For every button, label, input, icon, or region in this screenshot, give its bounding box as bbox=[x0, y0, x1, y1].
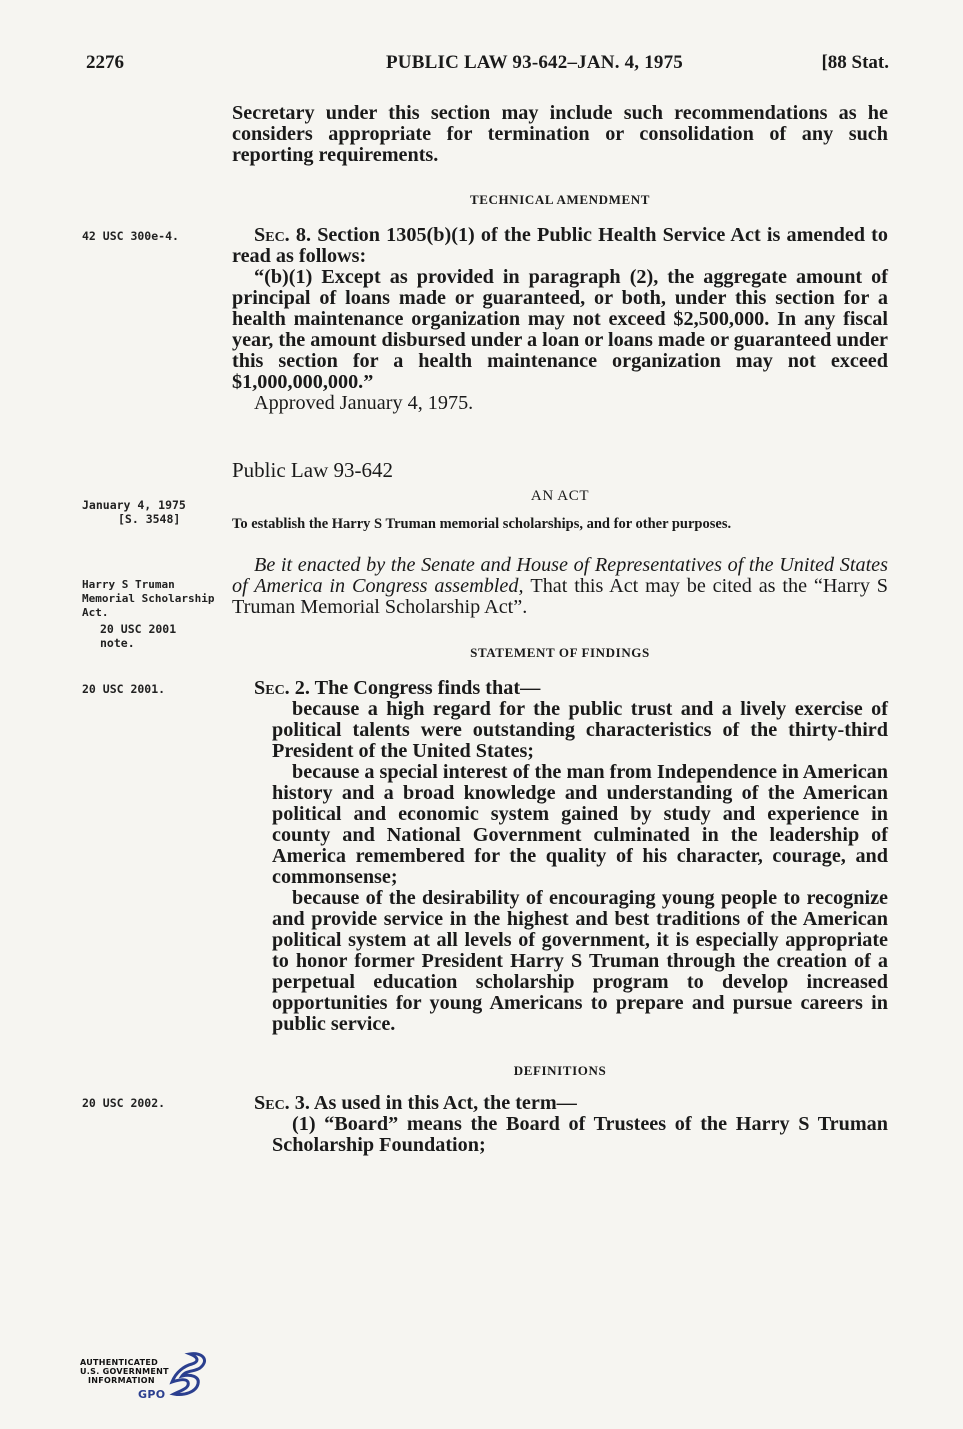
running-title: PUBLIC LAW 93-642–JAN. 4, 1975 bbox=[386, 52, 684, 73]
section-8 bbox=[232, 225, 888, 414]
finding-1: because a high regard for the public trust and a lively exercise of political talents were outstanding characteristics of the thirty-third President of the United States; bbox=[272, 698, 888, 762]
sec2-intro bbox=[232, 678, 888, 699]
finding-3: because of the desirability of encouraging young people to recognize and provide service in the highest and best traditions of the American political system at all levels of government, it is especially appropriate to honor former President Harry S Truman through the creation of a perpetual education scholarship program to develop increased opportunities for young Americans to prepare and pursue careers in public service. bbox=[272, 887, 888, 1035]
margin-note-bill: [S. 3548] bbox=[118, 512, 181, 526]
reporting-paragraph: Secretary under this section may include such recommendations as he considers appropriate for termination or consolidation of any such reporting requirements. bbox=[232, 102, 888, 166]
sec8-quote: “(b)(1) Except as provided in paragraph (2), the aggregate amount of principal of loans made or guaranteed, or both, under this section for a health maintenance organization may not exceed $2,500,000. In any fiscal year, the amount disbursed under a loan or loans made or guaranteed under this section for a health maintenance organization may not exceed $1,000,000,000.” bbox=[232, 266, 888, 393]
enacting-italic: Be it enacted by the Senate and House of Representatives of the United States of America in Congress assembled, bbox=[232, 554, 888, 597]
margin-note-20usc2001: 20 USC 2001. bbox=[82, 682, 166, 696]
section-2 bbox=[232, 678, 888, 1035]
an-act-heading: AN ACT bbox=[530, 488, 590, 504]
logo-line-2: U.S. GOVERNMENT bbox=[80, 1367, 169, 1376]
margin-note-short-title: Harry S Truman Memorial Scholarship Act. bbox=[82, 578, 215, 619]
sec3-label: Sec. 3. bbox=[254, 1092, 310, 1114]
margin-note-date: January 4, 1975 bbox=[82, 498, 186, 512]
heading-technical-amendment: TECHNICAL AMENDMENT bbox=[469, 192, 651, 207]
margin-note-2001-note: 20 USC 2001 note. bbox=[100, 622, 177, 650]
margin-note-20usc2002: 20 USC 2002. bbox=[82, 1096, 166, 1110]
sec8-label: Sec. 8. bbox=[254, 224, 312, 246]
enacting-rest: That this Act may be cited as the “Harry S Truman Memorial Scholarship Act”. bbox=[232, 575, 889, 618]
page-header bbox=[86, 52, 889, 82]
page-number: 2276 bbox=[86, 52, 124, 73]
section-3 bbox=[232, 1093, 888, 1156]
margin-note-42usc: 42 USC 300e-4. bbox=[82, 229, 179, 243]
logo-line-1: AUTHENTICATED bbox=[80, 1358, 159, 1367]
sec8-paragraph bbox=[232, 225, 888, 267]
sec2-label: Sec. 2. bbox=[254, 677, 310, 699]
gpo-authentication-logo bbox=[80, 1350, 215, 1405]
heading-statement-of-findings: STATEMENT OF FINDINGS bbox=[470, 645, 650, 660]
previous-law-ending bbox=[232, 103, 888, 166]
sec3-text: As used in this Act, the term— bbox=[313, 1092, 577, 1114]
approved-line: Approved January 4, 1975. bbox=[254, 392, 474, 414]
heading-definitions: DEFINITIONS bbox=[513, 1063, 607, 1078]
definition-1: (1) “Board” means the Board of Trustees of the Harry S Truman Scholarship Foundation; bbox=[272, 1113, 888, 1156]
sec3-intro bbox=[232, 1093, 888, 1114]
sec8-text: Section 1305(b)(1) of the Public Health Service Act is amended to read as follows: bbox=[232, 224, 888, 267]
logo-line-3: INFORMATION bbox=[88, 1376, 155, 1385]
finding-2: because a special interest of the man from Independence in American history and a broad knowledge and understanding of the American political and economic system gained by study and experience in county and National Government culminated in the leadership of America remembered for the quality of his character, courage, and commonsense; bbox=[272, 761, 888, 888]
sec2-text: The Congress finds that— bbox=[314, 677, 541, 699]
enacting-clause bbox=[232, 555, 888, 618]
gpo-eagle-icon bbox=[160, 1350, 212, 1402]
act-purpose: To establish the Harry S Truman memorial scholarships, and for other purposes. bbox=[232, 516, 732, 532]
public-law-number: Public Law 93-642 bbox=[232, 458, 393, 482]
statute-volume: [88 Stat. bbox=[821, 52, 889, 73]
enacting-paragraph bbox=[232, 555, 888, 618]
logo-gpo: GPO bbox=[138, 1388, 166, 1401]
